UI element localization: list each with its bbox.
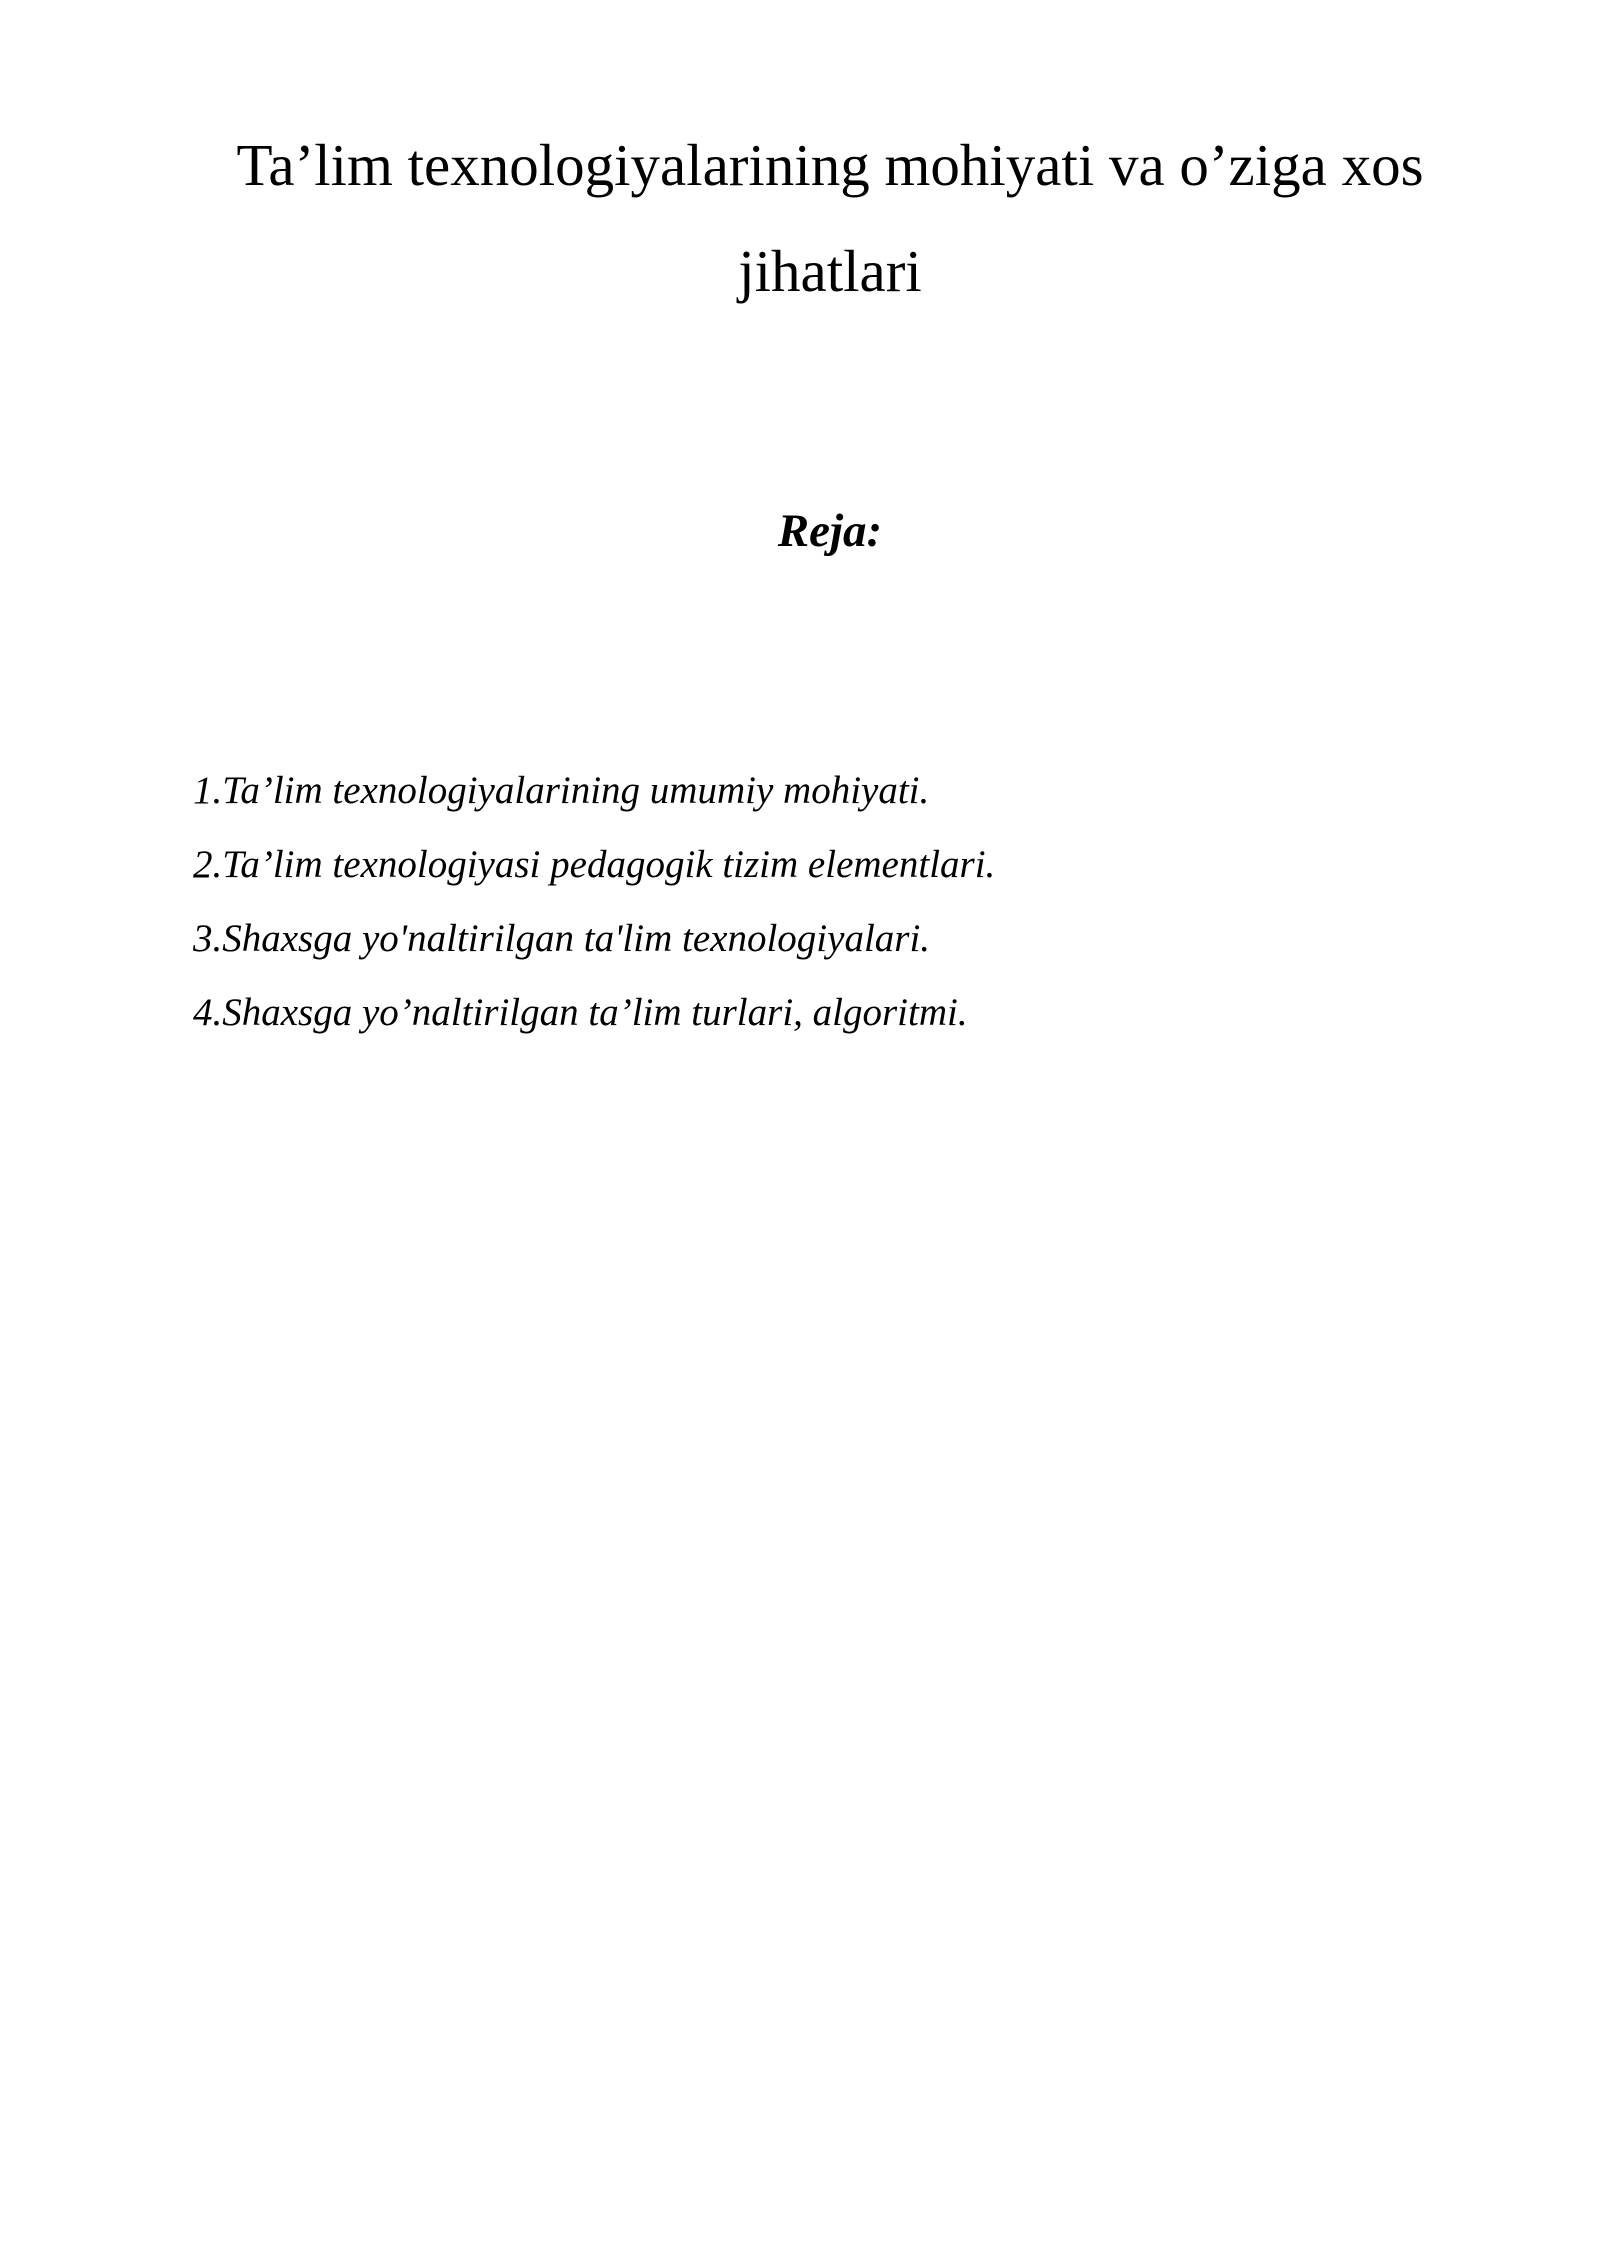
plan-item: 4.Shaxsga yo’naltirilgan ta’lim turlari, algoritmi. — [193, 991, 968, 1034]
plan-item: 2.Ta’lim texnologiyasi pedagogik tizim elementlari. — [193, 843, 996, 886]
document-title: Ta’lim texnologiyalarining mohiyati va o’ziga xos jihatlari — [236, 132, 1424, 304]
plan-list — [193, 754, 1443, 1050]
plan-item: 3.Shaxsga yo'naltirilgan ta'lim texnologiyalari. — [193, 917, 931, 960]
plan-item: 1.Ta’lim texnologiyalarining umumiy mohiyati. — [193, 769, 930, 812]
plan-heading: Reja: — [777, 505, 883, 557]
